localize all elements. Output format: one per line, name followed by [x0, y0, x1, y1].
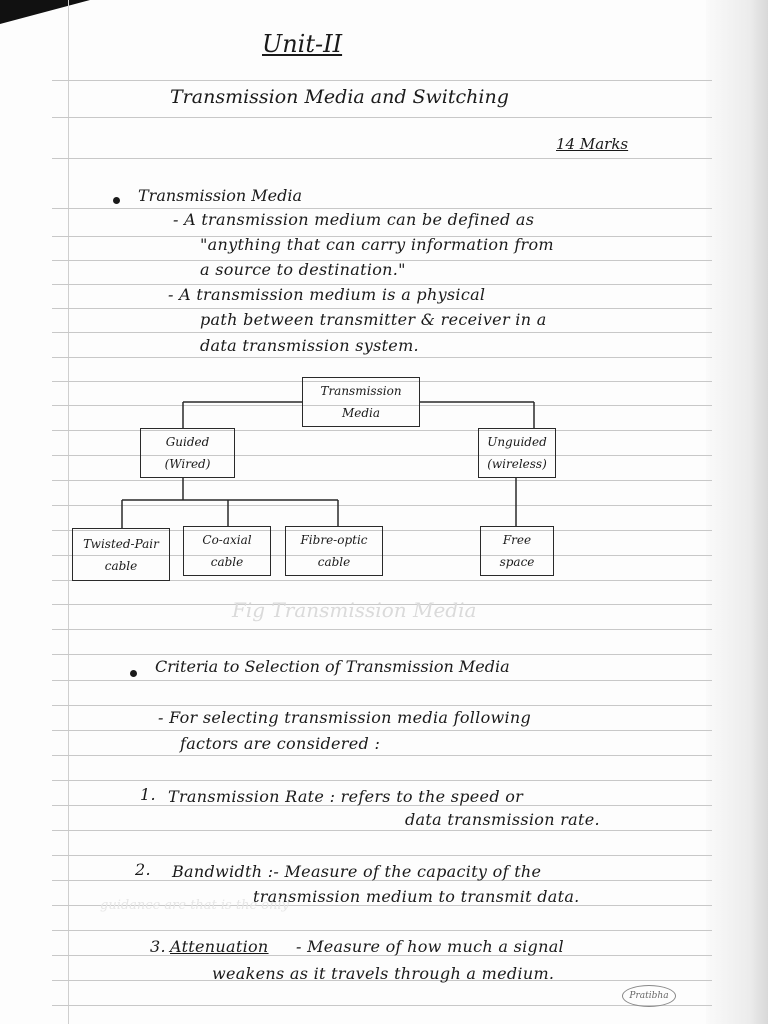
criteria-term: Attenuation: [170, 937, 269, 956]
node-label: Guided: [165, 435, 210, 449]
page-subtitle: Transmission Media and Switching: [170, 86, 509, 108]
item-number: 3.: [150, 937, 166, 956]
node-label: Unguided: [487, 435, 547, 449]
node-label: cable: [210, 555, 244, 569]
node-free-space: [480, 526, 554, 576]
page-title: Unit-II: [262, 30, 343, 58]
node-label: Free: [502, 533, 532, 547]
definition-line: - A transmission medium is a physical: [168, 285, 486, 304]
node-transmission-media: [302, 377, 420, 427]
node-label: Fibre-optic: [300, 533, 368, 547]
node-label: (Wired): [164, 457, 211, 471]
node-unguided: [478, 428, 556, 478]
marks-label: 14 Marks: [556, 135, 629, 153]
node-fibre-optic: [285, 526, 383, 576]
definition-line: path between transmitter & receiver in a: [200, 310, 547, 329]
node-coaxial: [183, 526, 271, 576]
bleed-through-text: guidance are that is the only: [100, 898, 289, 913]
node-label: Co-axial: [202, 533, 252, 547]
definition-line: a source to destination.": [200, 260, 406, 279]
section-heading: Transmission Media: [138, 186, 302, 205]
definition-line: "anything that can carry information from: [200, 235, 554, 254]
figure-caption: Fig Transmission Media: [232, 598, 477, 622]
criteria-line: - Measure of how much a signal: [296, 937, 564, 956]
criteria-line: Transmission Rate : refers to the speed or: [168, 787, 524, 806]
node-label: Transmission: [320, 384, 402, 398]
node-guided: [140, 428, 235, 478]
item-number: 1.: [140, 785, 156, 804]
intro-line: - For selecting transmission media following: [158, 708, 532, 727]
author-stamp: Pratibha: [622, 985, 676, 1007]
bullet-icon: [130, 670, 137, 677]
node-label: cable: [317, 555, 351, 569]
section-heading: Criteria to Selection of Transmission Media: [155, 657, 510, 676]
definition-line: - A transmission medium can be defined as: [173, 210, 535, 229]
node-label: cable: [104, 558, 138, 573]
criteria-line: Bandwidth :- Measure of the capacity of the: [172, 862, 542, 881]
definition-line: data transmission system.: [200, 336, 419, 355]
node-label: (wireless): [487, 457, 547, 471]
intro-line: factors are considered :: [180, 734, 381, 753]
criteria-line: transmission medium to transmit data.: [253, 887, 580, 906]
item-number: 2.: [135, 860, 151, 879]
node-twisted-pair: [72, 528, 170, 581]
criteria-line: data transmission rate.: [405, 810, 600, 829]
criteria-line: weakens as it travels through a medium.: [212, 964, 555, 983]
node-label: space: [499, 555, 535, 569]
node-label: Twisted-Pair: [83, 536, 159, 551]
node-label: Media: [341, 406, 381, 420]
